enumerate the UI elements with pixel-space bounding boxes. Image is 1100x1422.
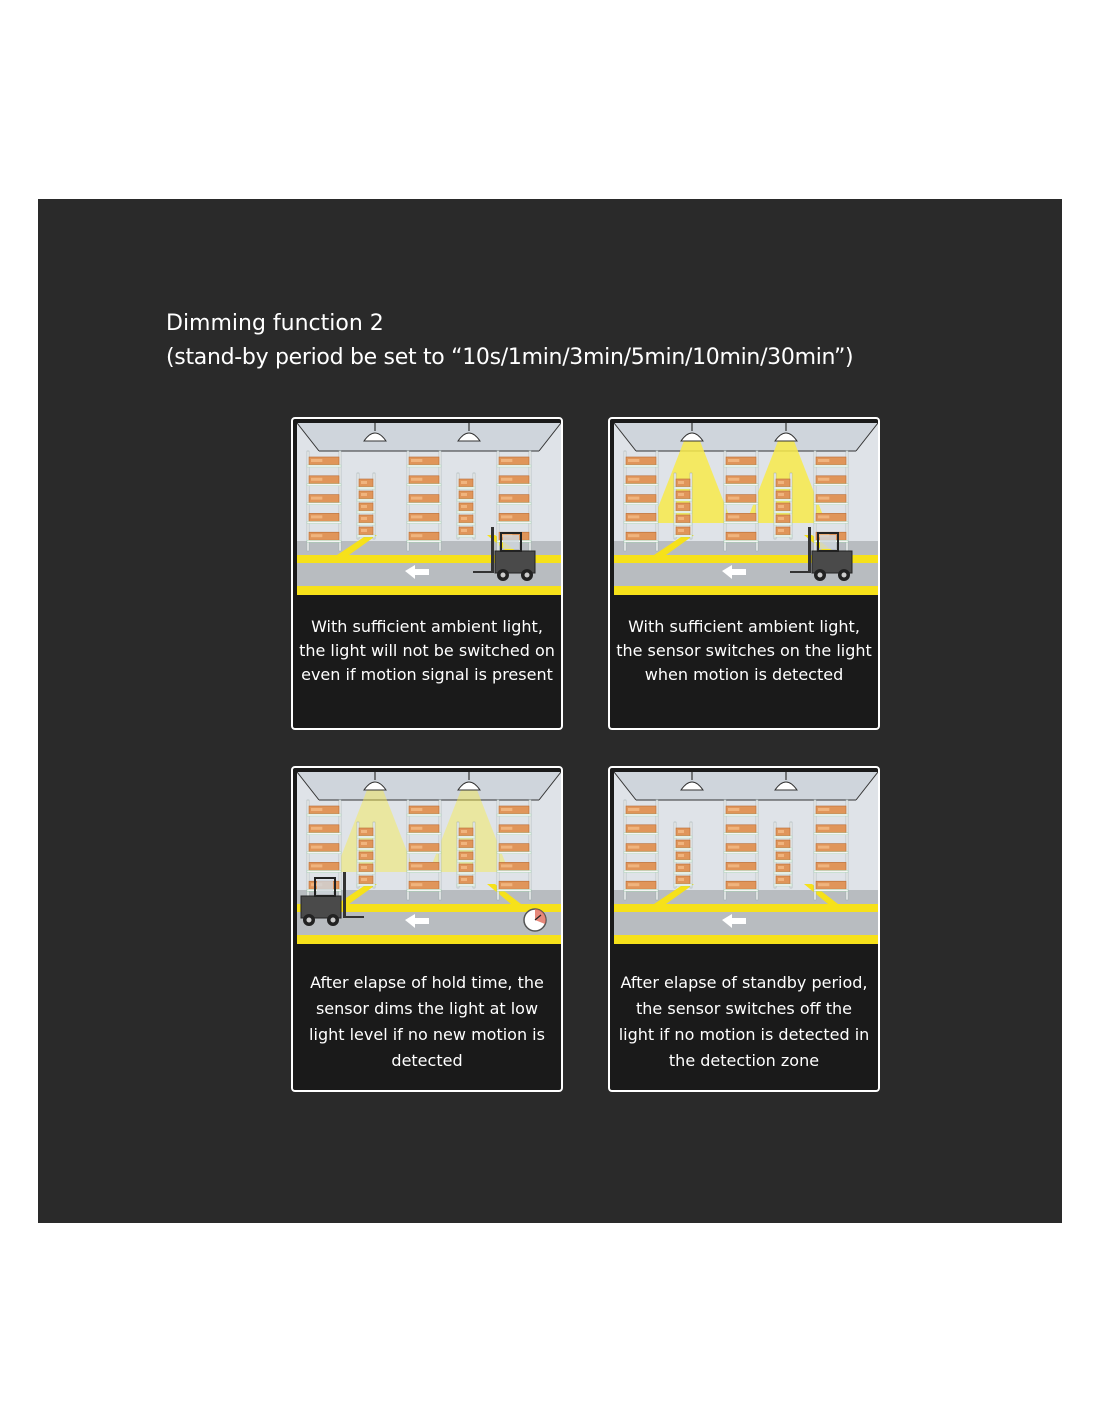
storage-rack (674, 473, 692, 539)
card-ambient-light-off (291, 417, 563, 730)
storage-rack (457, 822, 475, 888)
storage-rack (674, 822, 692, 888)
storage-rack (724, 451, 758, 551)
card-motion-light-on (608, 417, 880, 730)
warehouse-illustration (614, 423, 878, 595)
ceiling (297, 772, 561, 800)
warehouse-illustration (297, 772, 561, 944)
floor-stripe (614, 935, 878, 944)
storage-rack (774, 822, 792, 888)
card-caption: With sufficient ambient light, the sensor switches on the light when motion is detected (616, 617, 872, 684)
storage-rack (497, 800, 531, 900)
storage-rack (307, 451, 341, 551)
storage-rack (814, 800, 848, 900)
page-subtitle: (stand-by period be set to “10s/1min/3min/5min/10min/30min”) (166, 345, 854, 370)
storage-rack (357, 822, 375, 888)
floor-stripe (614, 904, 878, 912)
warehouse-illustration (614, 772, 878, 944)
storage-rack (774, 473, 792, 539)
ceiling (614, 423, 878, 451)
panel-background (38, 199, 1062, 1223)
floor-stripe (297, 586, 561, 595)
storage-rack (407, 800, 441, 900)
card-standby-off (608, 766, 880, 1092)
storage-rack (357, 473, 375, 539)
floor-stripe (297, 935, 561, 944)
storage-rack (624, 800, 658, 900)
storage-rack (407, 451, 441, 551)
ceiling (297, 423, 561, 451)
card-caption: With sufficient ambient light, the light will not be switched on even if motion signal is present (299, 617, 555, 684)
floor-stripe (614, 586, 878, 595)
ceiling (614, 772, 878, 800)
card-caption: After elapse of standby period, the sensor switches off the light if no motion is detected in the detection zone (618, 973, 870, 1070)
warehouse-illustration (297, 423, 561, 595)
page-title: Dimming function 2 (166, 311, 384, 336)
card-hold-time-dim (291, 766, 563, 1092)
timer-clock-icon (524, 909, 546, 931)
storage-rack (724, 800, 758, 900)
storage-rack (624, 451, 658, 551)
storage-rack (457, 473, 475, 539)
card-caption: After elapse of hold time, the sensor dims the light at low light level if no new motion is detected (309, 973, 545, 1070)
